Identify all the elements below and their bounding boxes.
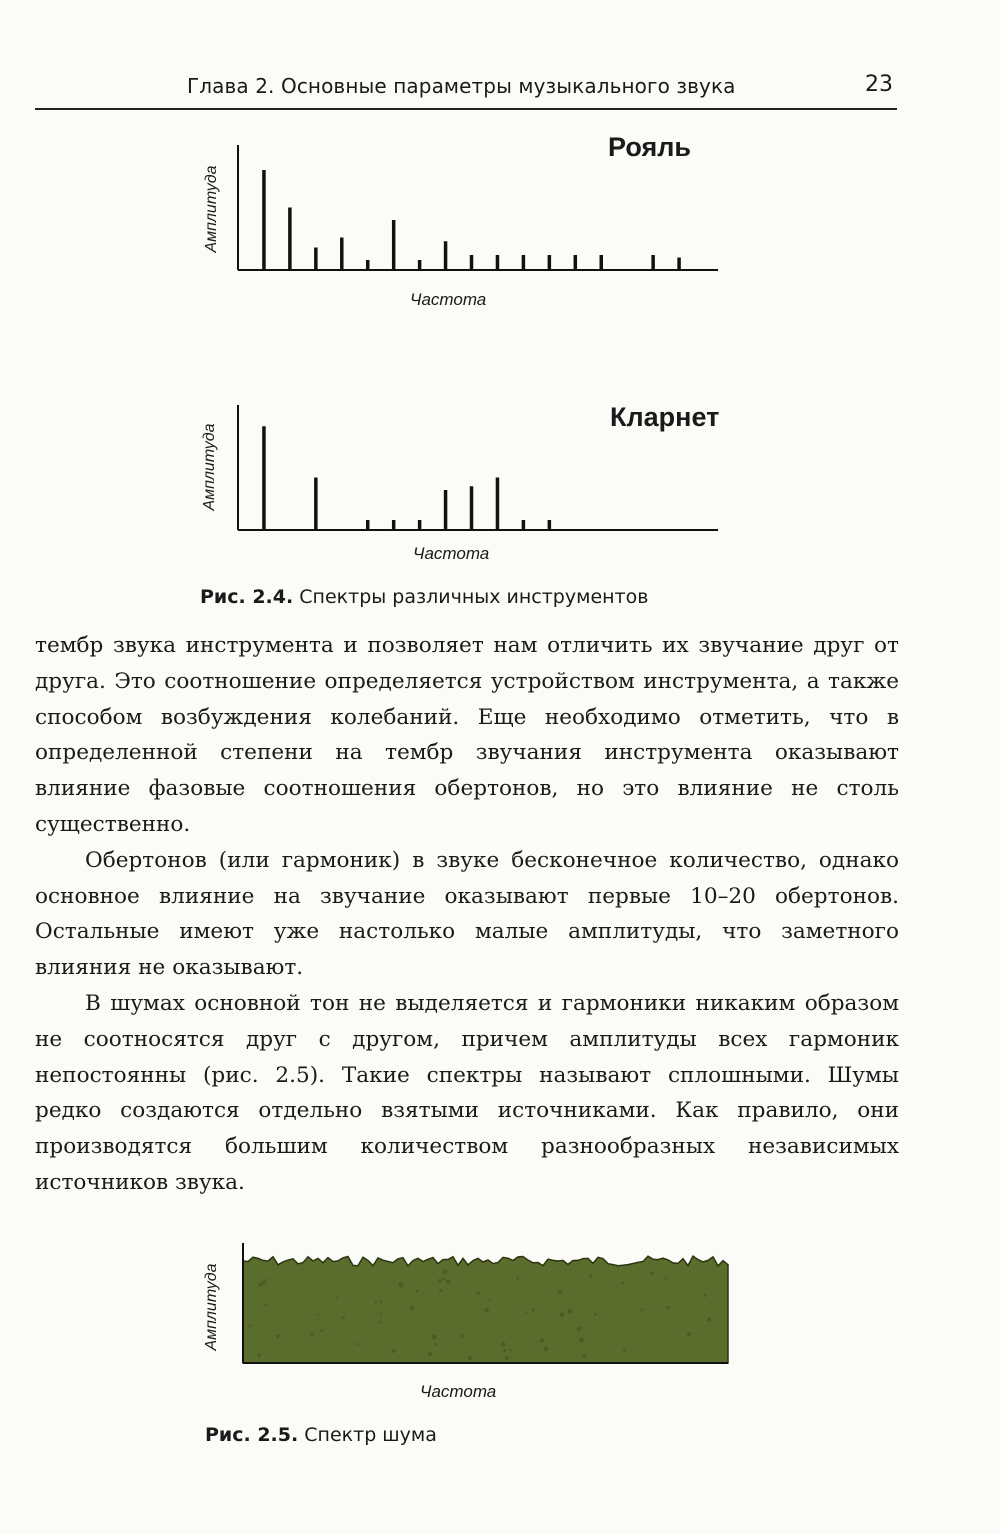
noise-texture	[438, 1279, 442, 1283]
paragraph-2: Обертонов (или гармоник) в звуке бесконечное количество, однако основное влияние на звучание оказывают первые 10–20 обертонов. Остальные имеют уже настолько малые амплитуды, что заметного влияния не оказывают.	[35, 847, 899, 981]
noise-texture	[258, 1283, 262, 1287]
noise-texture	[640, 1309, 642, 1311]
noise-texture	[589, 1274, 592, 1277]
noise-texture	[380, 1300, 383, 1303]
noise-texture	[582, 1354, 586, 1358]
noise-texture	[266, 1277, 268, 1279]
noise-texture	[579, 1338, 584, 1343]
noise-texture	[380, 1313, 382, 1315]
noise-texture	[594, 1313, 597, 1316]
page-header	[35, 64, 897, 110]
noise-texture	[392, 1349, 396, 1353]
noise-texture	[443, 1277, 446, 1280]
chapter-title: Глава 2. Основные параметры музыкального звука	[187, 74, 736, 98]
noise-x-axis-label: Частота	[420, 1382, 497, 1401]
noise-texture	[505, 1356, 509, 1360]
noise-texture	[477, 1292, 480, 1295]
clarinet-x-axis-label: Частота	[413, 544, 490, 563]
noise-texture	[264, 1304, 267, 1307]
noise-texture	[379, 1321, 381, 1323]
noise-texture	[560, 1312, 565, 1317]
noise-texture	[443, 1270, 447, 1274]
body-text	[35, 628, 899, 1201]
noise-texture	[248, 1325, 250, 1327]
piano-y-axis-label: Амплитуда	[203, 165, 220, 253]
noise-texture	[687, 1332, 691, 1336]
noise-texture	[622, 1282, 625, 1285]
clarinet-y-axis-label: Амплитуда	[201, 423, 218, 511]
figure-2-4-caption-label: Рис. 2.4.	[200, 586, 294, 608]
noise-texture	[321, 1329, 324, 1332]
noise-texture	[468, 1356, 472, 1360]
noise-texture	[398, 1283, 403, 1288]
noise-texture	[276, 1335, 279, 1338]
noise-texture	[665, 1277, 667, 1279]
noise-texture	[262, 1280, 266, 1284]
noise-texture	[461, 1335, 464, 1338]
figure-2-5-caption-label: Рис. 2.5.	[205, 1424, 299, 1446]
noise-texture	[540, 1338, 544, 1342]
noise-texture	[517, 1277, 520, 1280]
noise-texture	[650, 1272, 654, 1276]
noise-texture	[704, 1294, 707, 1297]
noise-texture	[317, 1313, 319, 1315]
noise-texture	[311, 1333, 315, 1337]
figure-2-5-caption-text: Спектр шума	[304, 1424, 437, 1446]
noise-texture	[623, 1349, 626, 1352]
piano-x-axis-label: Частота	[410, 290, 487, 309]
noise-texture	[432, 1335, 437, 1340]
noise-texture	[510, 1349, 512, 1351]
clarinet-title: Кларнет	[610, 402, 720, 432]
noise-texture	[577, 1327, 582, 1332]
noise-texture	[558, 1289, 562, 1293]
noise-texture	[428, 1352, 433, 1357]
noise-texture	[489, 1299, 491, 1301]
piano-title: Рояль	[608, 132, 691, 162]
noise-texture	[416, 1290, 419, 1293]
paragraph-1: тембр звука инструмента и позволяет нам отличить их звучание друг от друга. Это соотношение определяется устройством инструмента, а также способом возбуждения колебаний. Еще необходимо отметить, что в определенной степени на тембр звучания инструмента оказывают влияние фазовые соотношения обертонов, но это влияние не столь существенно.	[35, 633, 899, 837]
noise-texture	[707, 1318, 711, 1322]
figure-2-4-caption	[200, 586, 648, 608]
noise-texture	[544, 1347, 549, 1352]
noise-texture	[356, 1343, 359, 1346]
figure-2-5-caption	[205, 1424, 437, 1446]
figure-2-4-caption-text: Спектры различных инструментов	[299, 586, 649, 608]
noise-texture	[567, 1309, 572, 1314]
noise-texture	[503, 1349, 507, 1353]
noise-texture	[435, 1343, 438, 1346]
page-number: 23	[865, 72, 893, 97]
noise-texture	[409, 1305, 414, 1310]
noise-texture	[336, 1297, 338, 1299]
noise-texture	[531, 1308, 534, 1311]
noise-texture	[257, 1354, 261, 1358]
noise-spectrum-chart	[235, 1238, 735, 1368]
noise-texture	[484, 1308, 489, 1313]
noise-texture	[666, 1306, 670, 1310]
noise-texture	[446, 1279, 451, 1284]
noise-texture	[375, 1302, 377, 1304]
paragraph-3: В шумах основной тон не выделяется и гармоники никаким образом не соотносятся друг с другом, причем амплитуды всех гармоник непостоянны (рис. 2.5). Такие спектры называют сплошными. Шумы редко создаются отдельно взятыми источниками. Как правило, они производятся большим количеством разнообразных независимых источников звука.	[35, 990, 899, 1195]
noise-texture	[526, 1311, 528, 1313]
noise-texture	[501, 1342, 506, 1347]
noise-texture	[342, 1316, 345, 1319]
noise-y-axis-label: Амплитуда	[203, 1263, 220, 1351]
noise-texture	[439, 1289, 442, 1292]
